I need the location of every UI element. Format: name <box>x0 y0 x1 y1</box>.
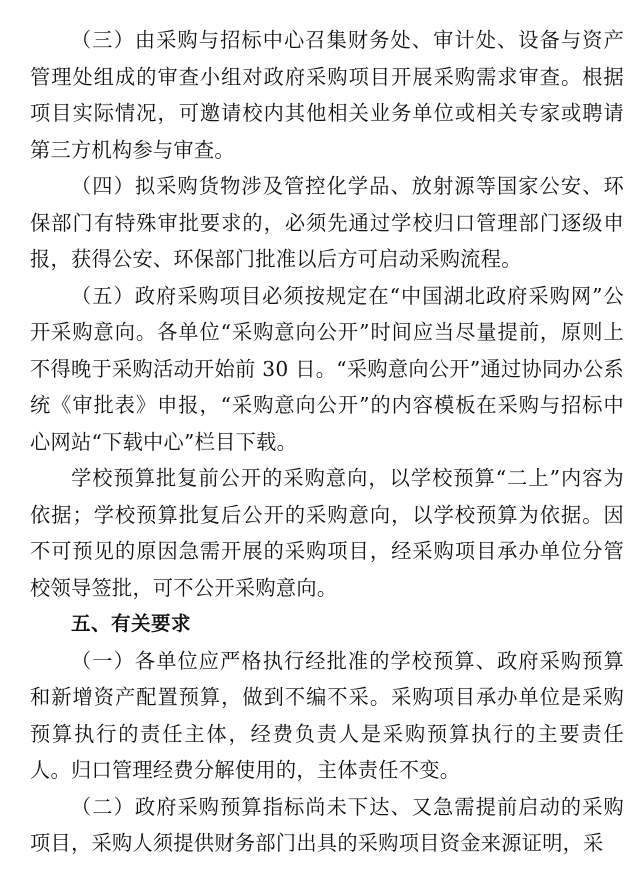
section-heading: 五、有关要求 <box>71 612 192 635</box>
paragraph-budget-basis: 学校预算批复前公开的采购意向，以学校预算“二上”内容为依据；学校预算批复后公开的采购意向，以学校预算为依据。因不可预见的原因急需开展的采购项目，经采购项目承办单位分管校领导签批，可不公开采购意向。 <box>30 466 624 600</box>
requirement-item-1: （一）各单位应严格执行经批准的学校预算、政府采购预算和新增资产配置预算，做到不编不采。采购项目承办单位是采购预算执行的责任主体，经费负责人是采购预算执行的主要责任人。归口管理经费分解使用的，主体责任不变。 <box>30 648 624 782</box>
requirement-item-2: （二）政府采购预算指标尚未下达、又急需提前启动的采购项目，采购人须提供财务部门出具的采购项目资金来源证明，采 <box>30 794 624 855</box>
paragraph-controlled-goods: （四）拟采购货物涉及管控化学品、放射源等国家公安、环保部门有特殊审批要求的，必须先通过学校归口管理部门逐级申报，获得公安、环保部门批准以后方可启动采购流程。 <box>30 174 624 271</box>
paragraph-review-team: （三）由采购与招标中心召集财务处、审计处、设备与资产管理处组成的审查小组对政府采购项目开展采购需求审查。根据项目实际情况，可邀请校内其他相关业务单位或相关专家或聘请第三方机构参与审查。 <box>30 28 624 162</box>
paragraph-intent-disclosure: （五）政府采购项目必须按规定在“中国湖北政府采购网”公开采购意向。各单位“采购意向公开”时间应当尽量提前，原则上不得晚于采购活动开始前 30 日。“采购意向公开”通过协同办公系统《审批表》申报，“采购意向公开”的内容模板在采购与招标中心网站“下载中心”栏目下载。 <box>30 283 624 454</box>
